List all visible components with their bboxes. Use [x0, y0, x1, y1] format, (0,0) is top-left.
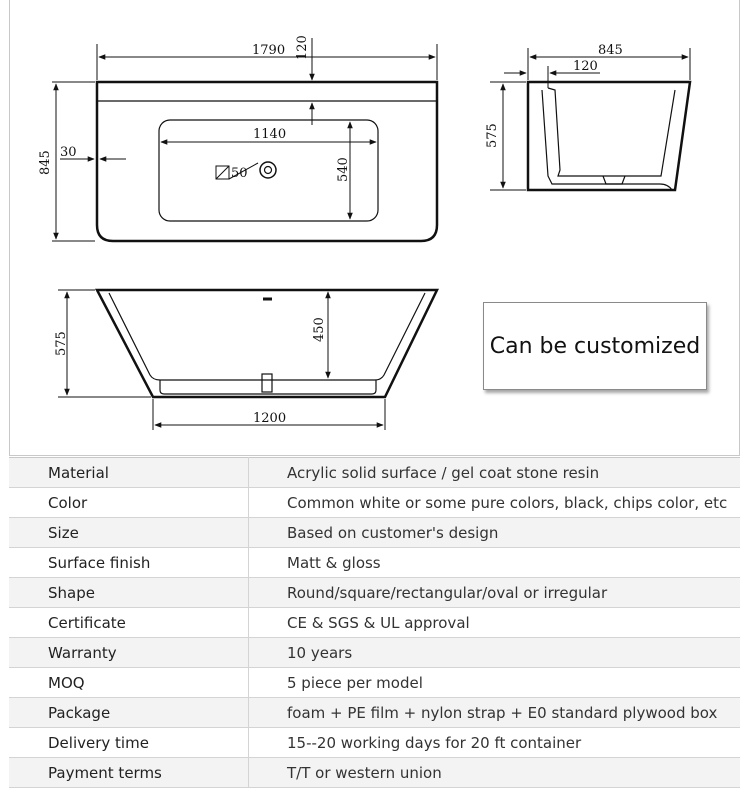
spec-table: [9, 457, 740, 788]
spec-label: Warranty: [9, 638, 249, 668]
spec-value: Acrylic solid surface / gel coat stone resin: [249, 458, 741, 488]
spec-value: T/T or western union: [249, 758, 741, 788]
front-base-length-label: 1200: [253, 411, 287, 426]
customization-note: [483, 302, 707, 390]
table-row: [9, 578, 740, 608]
spec-label: Color: [9, 488, 249, 518]
spec-value: 15--20 working days for 20 ft container: [249, 728, 741, 758]
top-side-offset-label: 30: [60, 145, 77, 160]
table-row: [9, 638, 740, 668]
front-drain-icon: [262, 374, 272, 392]
customization-note-text: Can be customized: [489, 333, 701, 359]
top-overall-width-label: 845: [38, 150, 53, 175]
drain-icon: [260, 162, 276, 178]
table-row: [9, 548, 740, 578]
side-rim-offset-label: 120: [573, 59, 598, 74]
front-height-label: 575: [54, 331, 69, 356]
spec-label: Surface finish: [9, 548, 249, 578]
table-row: [9, 698, 740, 728]
spec-value: Based on customer's design: [249, 518, 741, 548]
spec-value: Matt & gloss: [249, 548, 741, 578]
table-row: [9, 758, 740, 788]
spec-label: Delivery time: [9, 728, 249, 758]
side-depth-width-label: 845: [598, 43, 623, 58]
spec-value: 5 piece per model: [249, 668, 741, 698]
top-rim-offset-label: 120: [295, 35, 310, 60]
front-inner-depth-label: 450: [312, 317, 327, 342]
table-row: [9, 518, 740, 548]
spec-value: Common white or some pure colors, black, chips color, etc: [249, 488, 741, 518]
top-view: [52, 38, 437, 241]
spec-label: MOQ: [9, 668, 249, 698]
table-row: [9, 488, 740, 518]
top-basin-width-label: 540: [336, 157, 351, 182]
spec-label: Payment terms: [9, 758, 249, 788]
drain-diameter-label: 50: [231, 166, 248, 181]
side-view-outline: [528, 82, 690, 190]
table-row: [9, 728, 740, 758]
spec-label: Certificate: [9, 608, 249, 638]
spec-value: foam + PE film + nylon strap + E0 standard plywood box: [249, 698, 741, 728]
table-row: [9, 668, 740, 698]
front-view: [58, 290, 437, 430]
spec-label: Package: [9, 698, 249, 728]
spec-value: CE & SGS & UL approval: [249, 608, 741, 638]
spec-label: Material: [9, 458, 249, 488]
top-overall-length-label: 1790: [252, 43, 286, 58]
side-height-label: 575: [485, 123, 500, 148]
front-view-outline: [97, 290, 437, 397]
table-row: [9, 608, 740, 638]
top-basin-length-label: 1140: [253, 127, 287, 142]
spec-value: 10 years: [249, 638, 741, 668]
spec-label: Size: [9, 518, 249, 548]
spec-value: Round/square/rectangular/oval or irregular: [249, 578, 741, 608]
table-row: [9, 458, 740, 488]
spec-label: Shape: [9, 578, 249, 608]
